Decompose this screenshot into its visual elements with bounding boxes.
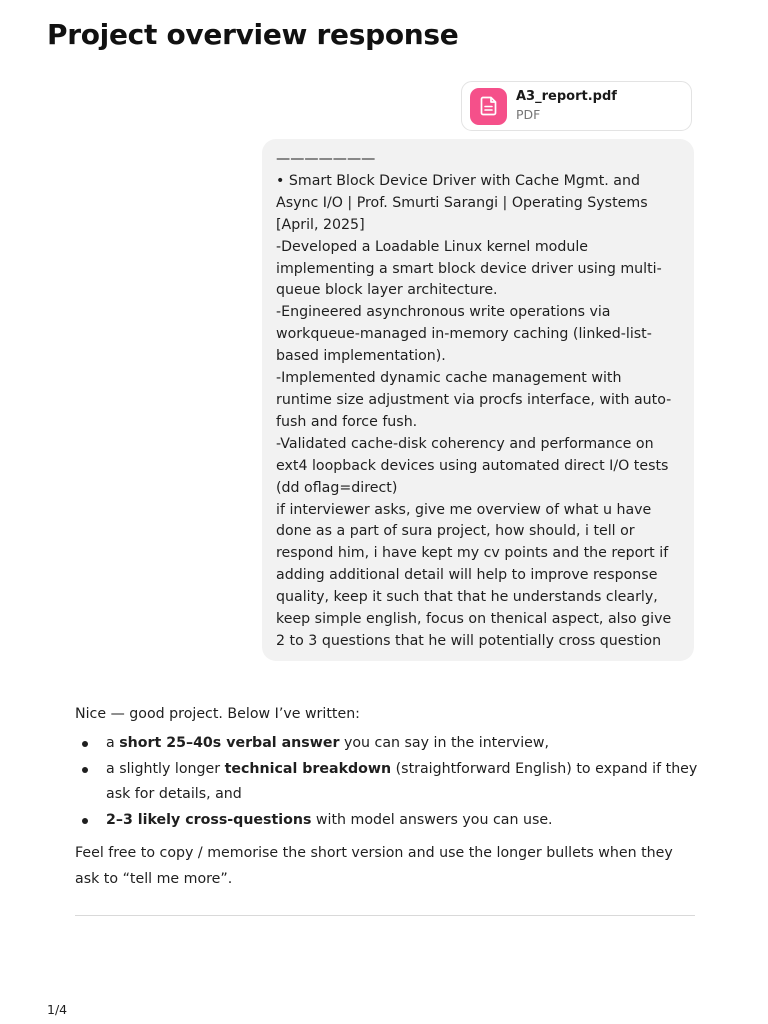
assistant-response — [75, 703, 698, 892]
message-line: fush and force fush. — [276, 413, 418, 430]
file-name: A3_report.pdf — [516, 89, 617, 104]
message-line: (dd oflag=direct) — [276, 479, 398, 496]
bullet-text: you can say in the interview, — [339, 735, 549, 751]
closing-line: Feel free to copy / memorise the short version and use the longer bullets when they — [75, 845, 673, 861]
message-line: runtime size adjustment via procfs interface, with auto- — [276, 391, 672, 408]
user-message-bubble — [262, 139, 694, 661]
bullet-bold-text: technical breakdown — [224, 761, 392, 777]
bullet-dot-icon — [82, 741, 88, 747]
message-line: -Engineered asynchronous write operations via — [276, 304, 611, 321]
bullet-bold-text: short 25–40s verbal answer — [119, 735, 340, 751]
message-line: quality, keep it such that that he understands clearly, — [276, 589, 658, 606]
bullet-row — [106, 757, 698, 782]
list-item — [75, 757, 698, 807]
bullet-text: a slightly longer — [106, 761, 225, 777]
message-line: [April, 2025] — [276, 216, 365, 233]
bullet-text: (straightforward English) to expand if they — [391, 761, 698, 777]
message-line: -Developed a Loadable Linux kernel module — [276, 238, 588, 255]
file-attachment-card[interactable] — [461, 81, 692, 131]
message-line: done as a part of sura project, how should, i tell or — [276, 523, 635, 540]
list-item — [75, 808, 695, 833]
message-line: respond him, i have kept my cv points and the report if — [276, 545, 669, 562]
bullet-row — [106, 731, 695, 756]
message-line: ——————— — [276, 151, 376, 167]
section-divider — [75, 915, 695, 916]
bullet-continuation: ask for details, and — [106, 786, 242, 802]
response-closing — [75, 840, 695, 892]
response-bullet-list — [75, 731, 698, 833]
file-meta — [516, 88, 617, 124]
document-icon — [470, 88, 507, 125]
bullet-dot-icon — [82, 767, 88, 773]
message-line: based implementation). — [276, 348, 446, 365]
page-title: Project overview response — [47, 18, 459, 51]
message-line: keep simple english, focus on thenical aspect, also give — [276, 611, 672, 628]
page-number: 1/4 — [47, 1002, 68, 1017]
bullet-dot-icon — [82, 818, 88, 824]
list-item — [75, 731, 695, 756]
message-line: Async I/O | Prof. Smurti Sarangi | Operating Systems — [276, 194, 648, 211]
message-line: -Validated cache-disk coherency and performance on — [276, 435, 654, 452]
message-line: queue block layer architecture. — [276, 282, 498, 299]
message-line: 2 to 3 questions that he will potentially cross question — [276, 632, 662, 649]
message-line: • Smart Block Device Driver with Cache Mgmt. and — [276, 172, 640, 189]
bullet-bold-text: 2–3 likely cross-questions — [106, 812, 312, 828]
document-icon-svg — [480, 96, 498, 116]
message-line: ext4 loopback devices using automated direct I/O tests — [276, 457, 669, 474]
closing-line: ask to “tell me more”. — [75, 871, 233, 887]
response-intro: Nice — good project. Below I’ve written: — [75, 706, 360, 722]
message-line: adding additional detail will help to improve response — [276, 567, 658, 584]
message-line: -Implemented dynamic cache management with — [276, 370, 622, 387]
bullet-row — [106, 808, 695, 833]
file-type: PDF — [516, 107, 541, 122]
bullet-text: a — [106, 735, 120, 751]
bullet-text: with model answers you can use. — [311, 812, 553, 828]
message-line: implementing a smart block device driver using multi- — [276, 260, 662, 277]
message-line: workqueue-managed in-memory caching (linked-list- — [276, 326, 652, 343]
message-line: if interviewer asks, give me overview of what u have — [276, 501, 652, 518]
